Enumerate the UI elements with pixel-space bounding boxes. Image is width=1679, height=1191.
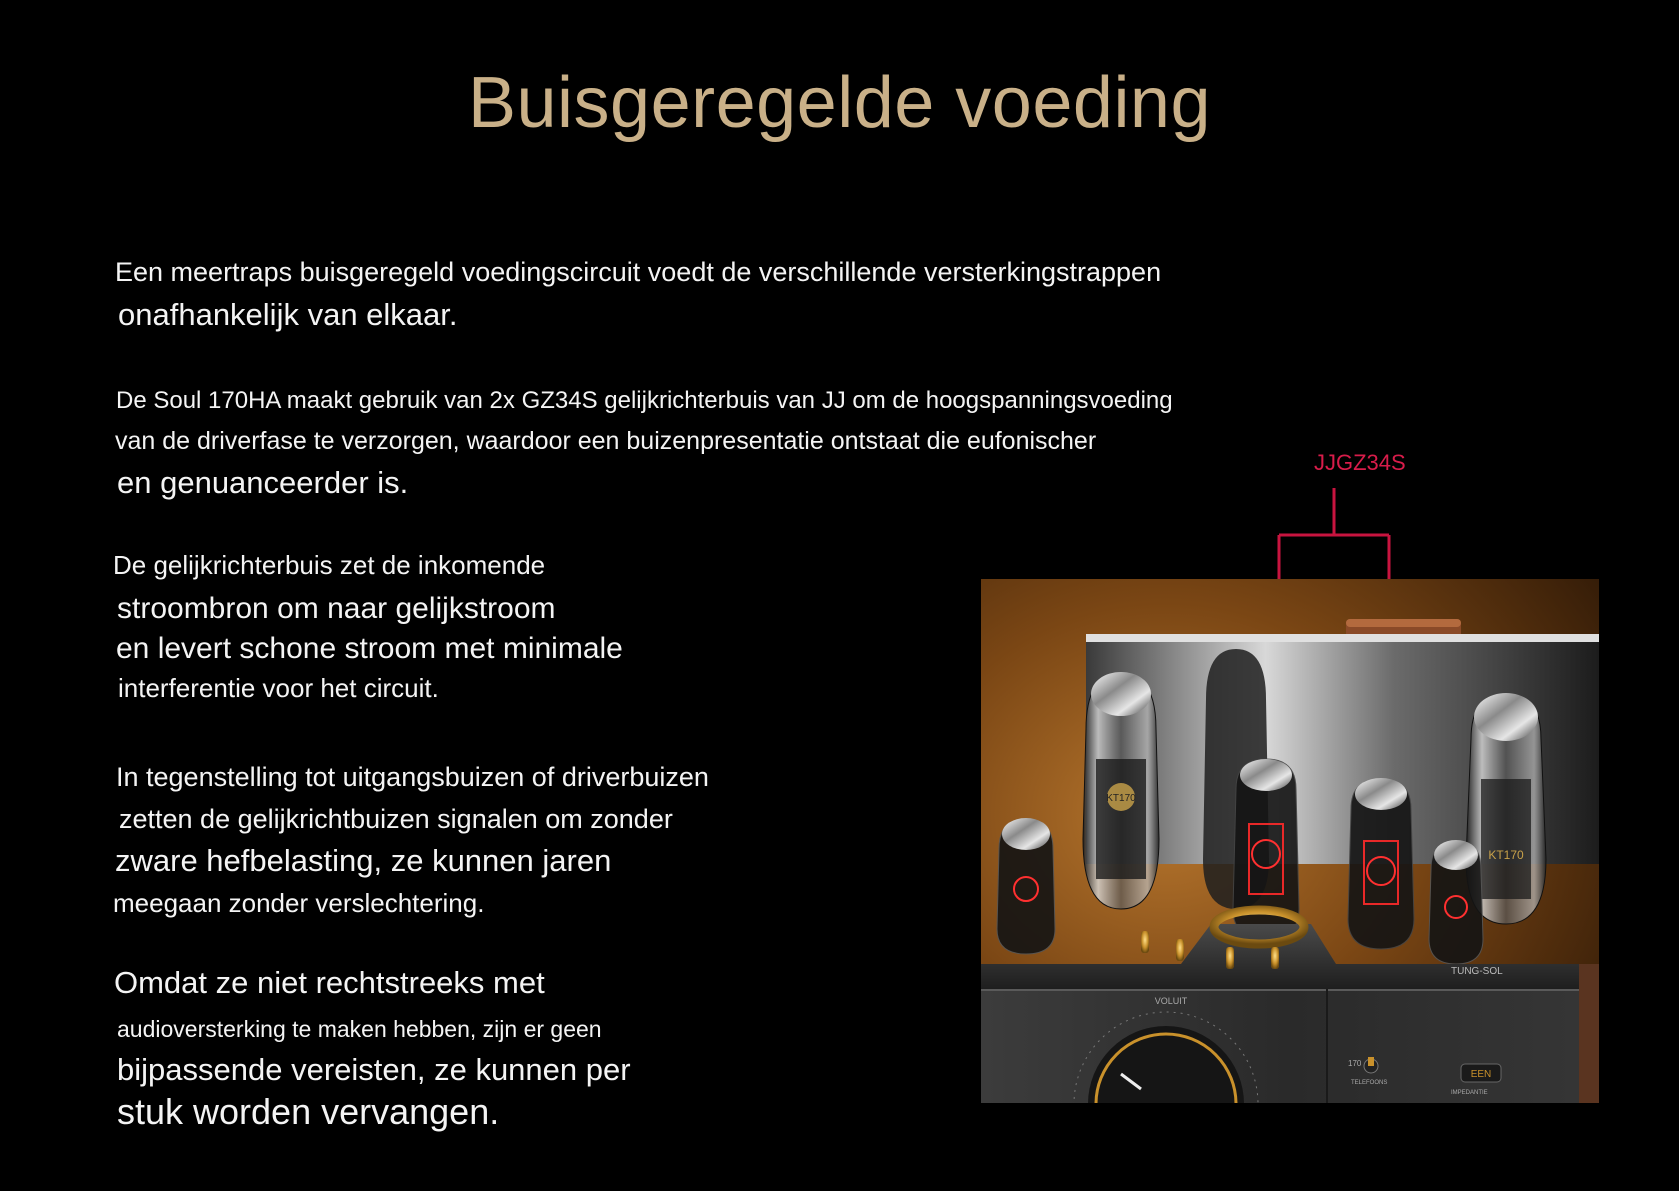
tube-label-right: KT170 bbox=[1488, 848, 1524, 862]
paragraph-5-line-4: stuk worden vervangen. bbox=[117, 1091, 500, 1132]
paragraph-1-line-2: onafhankelijk van elkaar. bbox=[118, 297, 458, 332]
paragraph-4-line-2: zetten de gelijkrichtbuizen signalen om zonder bbox=[119, 804, 673, 834]
paragraph-3-line-3: en levert schone stroom met minimale bbox=[116, 632, 623, 665]
rectifier-tube-2 bbox=[1348, 778, 1414, 949]
paragraph-4-line-4: meegaan zonder verslechtering. bbox=[113, 888, 485, 918]
paragraph-3-line-1: De gelijkrichterbuis zet de inkomende bbox=[113, 550, 546, 580]
page-title: Buisgeregelde voeding bbox=[467, 63, 1212, 143]
paragraph-4-line-1: In tegenstelling tot uitgangsbuizen of driverbuizen bbox=[116, 762, 709, 792]
amplifier-photo bbox=[981, 579, 1599, 1103]
paragraph-2-line-1: De Soul 170HA maakt gebruik van 2x GZ34S gelijkrichterbuis van JJ om de hoogspanningsvoeding bbox=[116, 387, 1173, 414]
switch-right-label: IMPEDANTIE bbox=[1451, 1090, 1488, 1096]
paragraph-5-line-2: audioversterking te maken hebben, zijn er geen bbox=[117, 1016, 602, 1042]
small-tube-left bbox=[997, 818, 1055, 954]
paragraph-1-line-1: Een meertraps buisgeregeld voedingscircuit voedt de verschillende versterkingstrappen bbox=[115, 257, 1162, 287]
paragraph-3-line-2: stroombron om naar gelijkstroom bbox=[117, 592, 556, 625]
switch-left-label: TELEFOONS bbox=[1351, 1080, 1388, 1086]
volume-label: VOLUIT bbox=[1154, 996, 1188, 1006]
switch-left-value: 170 bbox=[1348, 1059, 1362, 1068]
tube-big-left bbox=[1083, 672, 1159, 909]
paragraph-5-line-1: Omdat ze niet rechtstreeks met bbox=[114, 965, 545, 1000]
paragraph-3-line-4: interferentie voor het circuit. bbox=[118, 673, 439, 703]
callout-label: JJGZ34S bbox=[1314, 450, 1406, 475]
small-tube-right bbox=[1429, 840, 1483, 964]
tube-label-left: KT170 bbox=[1106, 793, 1136, 804]
brand-fragment: TUNG-SOL bbox=[1451, 966, 1503, 977]
switch-right-value: EEN bbox=[1470, 1069, 1492, 1080]
paragraph-5-line-3: bijpassende vereisten, ze kunnen per bbox=[117, 1052, 631, 1087]
paragraph-2-line-2: van de driverfase te verzorgen, waardoor een buizenpresentatie ontstaat die eufonischer bbox=[115, 427, 1097, 455]
paragraph-2-line-3: en genuanceerder is. bbox=[117, 465, 409, 500]
paragraph-4-line-3: zware hefbelasting, ze kunnen jaren bbox=[115, 843, 612, 878]
amplifier-illustration bbox=[981, 579, 1599, 1103]
